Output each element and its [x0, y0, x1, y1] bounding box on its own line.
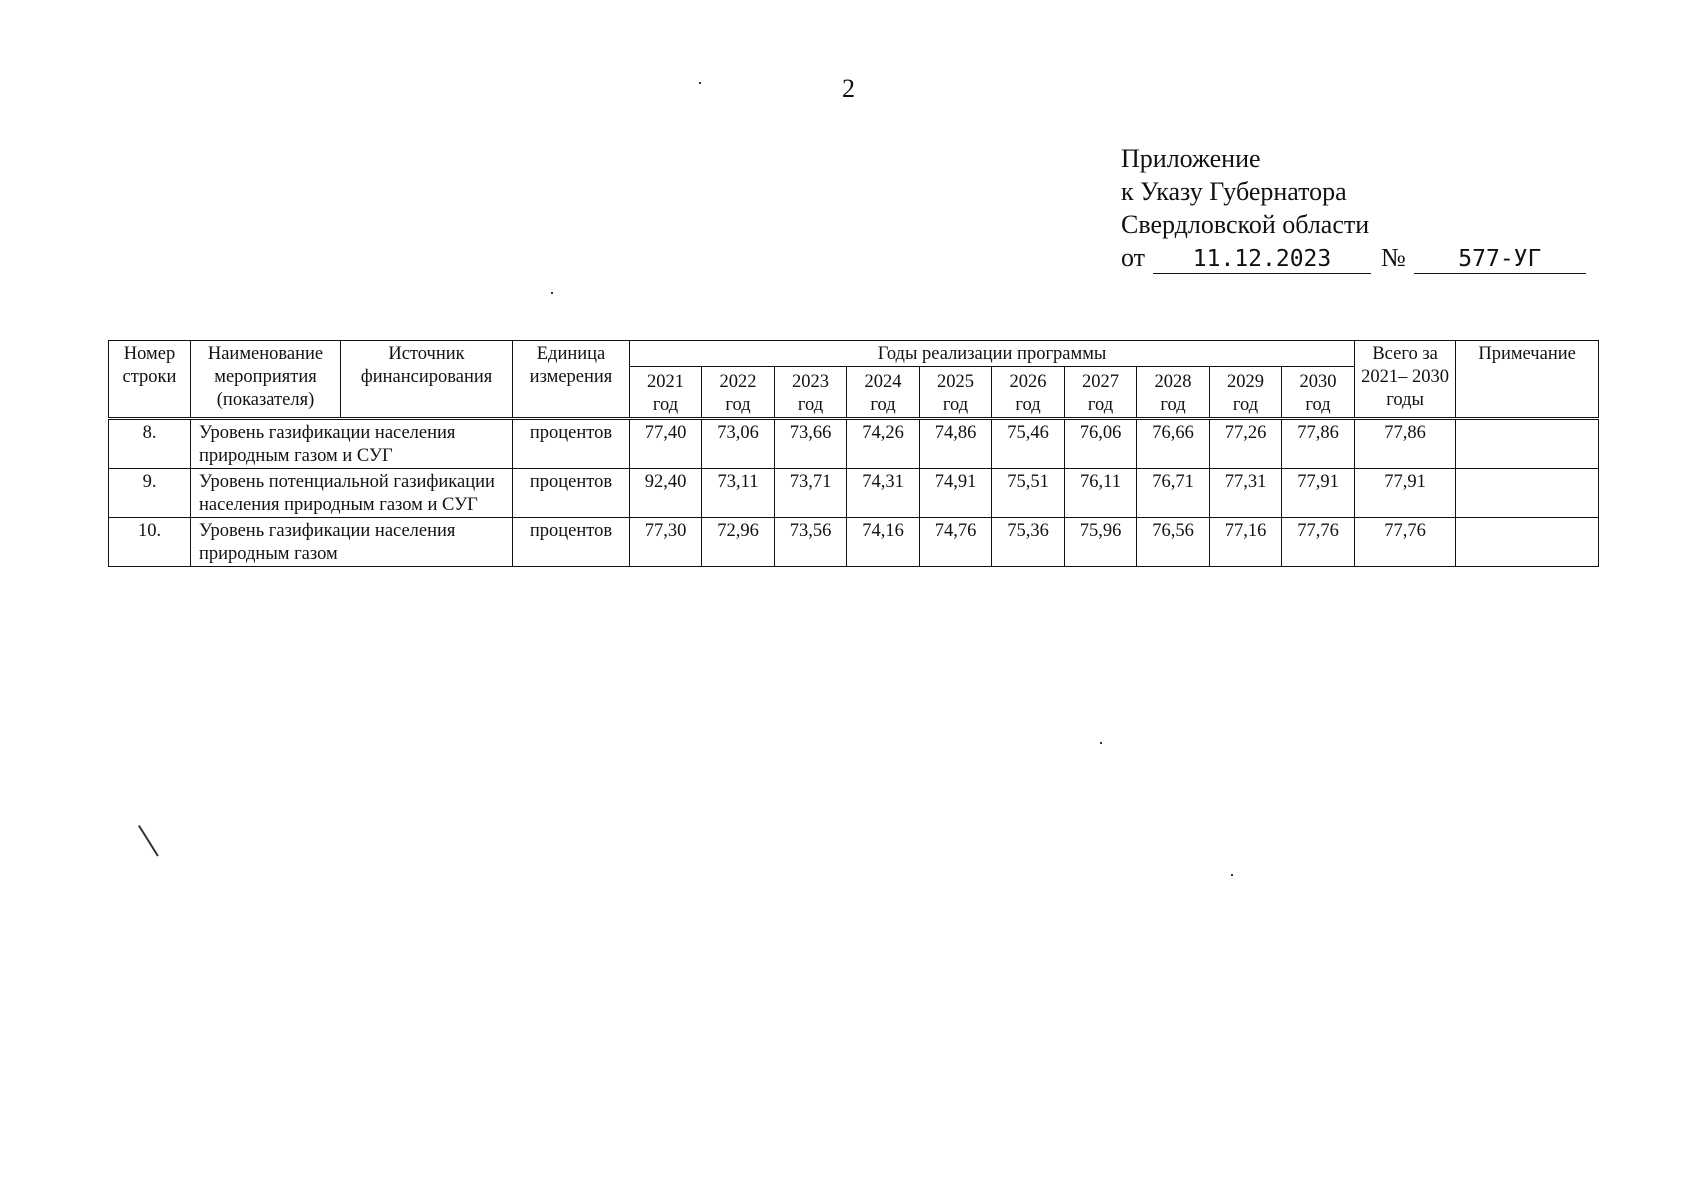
header-year: [847, 367, 920, 419]
program-indicators-table: [108, 340, 1599, 567]
value-cell: 77,76: [1282, 518, 1355, 567]
value-cell: 72,96: [702, 518, 775, 567]
value-cell: 73,06: [702, 419, 775, 469]
value-cell: 76,66: [1137, 419, 1210, 469]
header-year-value: 2026: [1009, 372, 1047, 392]
value-cell: 74,76: [920, 518, 992, 567]
header-year: [920, 367, 992, 419]
header-year: [702, 367, 775, 419]
header-year-label: год: [797, 395, 824, 415]
total-cell: 77,91: [1355, 469, 1456, 518]
appendix-date-number-line: [1121, 241, 1586, 274]
value-cell: 76,11: [1065, 469, 1137, 518]
indicator-name: Уровень газификации населения природным газом: [191, 518, 513, 567]
table-row: [109, 469, 1599, 518]
header-year: [1210, 367, 1282, 419]
scan-dot: [1231, 874, 1233, 876]
value-cell: 76,06: [1065, 419, 1137, 469]
value-cell: 76,56: [1137, 518, 1210, 567]
value-cell: 74,86: [920, 419, 992, 469]
decree-number: 577-УГ: [1414, 246, 1586, 274]
header-year-label: год: [725, 395, 751, 415]
header-year: [1137, 367, 1210, 419]
value-cell: 77,40: [630, 419, 702, 469]
value-cell: 74,31: [847, 469, 920, 518]
decree-date: 11.12.2023: [1153, 246, 1371, 274]
header-year-label: год: [1160, 395, 1186, 415]
appendix-region-line: Свердловской области: [1121, 210, 1370, 239]
date-prefix: от: [1121, 243, 1146, 272]
scan-dot: [551, 292, 553, 294]
row-number: 9.: [109, 469, 191, 518]
value-cell: 75,96: [1065, 518, 1137, 567]
header-unit: Единица измерения: [513, 341, 630, 419]
header-year-value: 2028: [1154, 372, 1192, 392]
header-year-label: год: [1015, 395, 1041, 415]
value-cell: 77,26: [1210, 419, 1282, 469]
note-cell: [1456, 469, 1599, 518]
value-cell: 73,66: [775, 419, 847, 469]
header-year-value: 2022: [719, 372, 757, 392]
header-year-value: 2024: [864, 372, 902, 392]
scan-dot: [1100, 742, 1102, 744]
header-year-value: 2029: [1227, 372, 1264, 392]
value-cell: 77,86: [1282, 419, 1355, 469]
value-cell: 75,36: [992, 518, 1065, 567]
appendix-title: Приложение: [1121, 144, 1261, 173]
total-cell: 77,76: [1355, 518, 1456, 567]
note-cell: [1456, 419, 1599, 469]
value-cell: 74,91: [920, 469, 992, 518]
value-cell: 74,26: [847, 419, 920, 469]
value-cell: 77,31: [1210, 469, 1282, 518]
header-year: [992, 367, 1065, 419]
header-row-1: [109, 341, 1599, 367]
appendix-decree-line: к Указу Губернатора: [1121, 177, 1347, 206]
header-year-value: 2025: [937, 372, 974, 392]
total-cell: 77,86: [1355, 419, 1456, 469]
header-year-value: 2021: [647, 372, 684, 392]
page-number: 2: [842, 74, 855, 103]
header-year-label: год: [1305, 395, 1331, 415]
header-year: [775, 367, 847, 419]
header-year-label: год: [870, 395, 896, 415]
row-number: 8.: [109, 419, 191, 469]
value-cell: 92,40: [630, 469, 702, 518]
unit-cell: процентов: [513, 518, 630, 567]
note-cell: [1456, 518, 1599, 567]
appendix-block: [1121, 142, 1586, 274]
header-year-label: год: [942, 395, 969, 415]
value-cell: 77,30: [630, 518, 702, 567]
header-year-label: год: [1087, 395, 1114, 415]
value-cell: 75,46: [992, 419, 1065, 469]
header-year-label: год: [652, 395, 679, 415]
header-total: Всего за 2021– 2030 годы: [1355, 341, 1456, 419]
value-cell: 74,16: [847, 518, 920, 567]
header-year: [1282, 367, 1355, 419]
indicator-name: Уровень потенциальной газификации населения природным газом и СУГ: [191, 469, 513, 518]
value-cell: 75,51: [992, 469, 1065, 518]
scan-dot: [699, 82, 701, 84]
header-years-group: Годы реализации программы: [630, 341, 1355, 367]
table-row: [109, 518, 1599, 567]
header-year-value: 2030: [1299, 372, 1337, 392]
value-cell: 77,16: [1210, 518, 1282, 567]
value-cell: 76,71: [1137, 469, 1210, 518]
header-year: [1065, 367, 1137, 419]
header-row-number: Номер строки: [109, 341, 191, 419]
unit-cell: процентов: [513, 419, 630, 469]
number-sign: №: [1381, 243, 1406, 272]
scan-stroke: [138, 825, 158, 856]
header-year-value: 2027: [1082, 372, 1119, 392]
table-row: [109, 419, 1599, 469]
unit-cell: процентов: [513, 469, 630, 518]
indicator-name: Уровень газификации населения природным газом и СУГ: [191, 419, 513, 469]
header-year: [630, 367, 702, 419]
header-year-value: 2023: [792, 372, 829, 392]
value-cell: 77,91: [1282, 469, 1355, 518]
header-name: Наименование мероприятия (показателя): [191, 341, 341, 419]
header-note: Примечание: [1456, 341, 1599, 419]
value-cell: 73,11: [702, 469, 775, 518]
header-year-label: год: [1232, 395, 1259, 415]
value-cell: 73,56: [775, 518, 847, 567]
header-source: Источник финансирования: [341, 341, 513, 419]
row-number: 10.: [109, 518, 191, 567]
value-cell: 73,71: [775, 469, 847, 518]
